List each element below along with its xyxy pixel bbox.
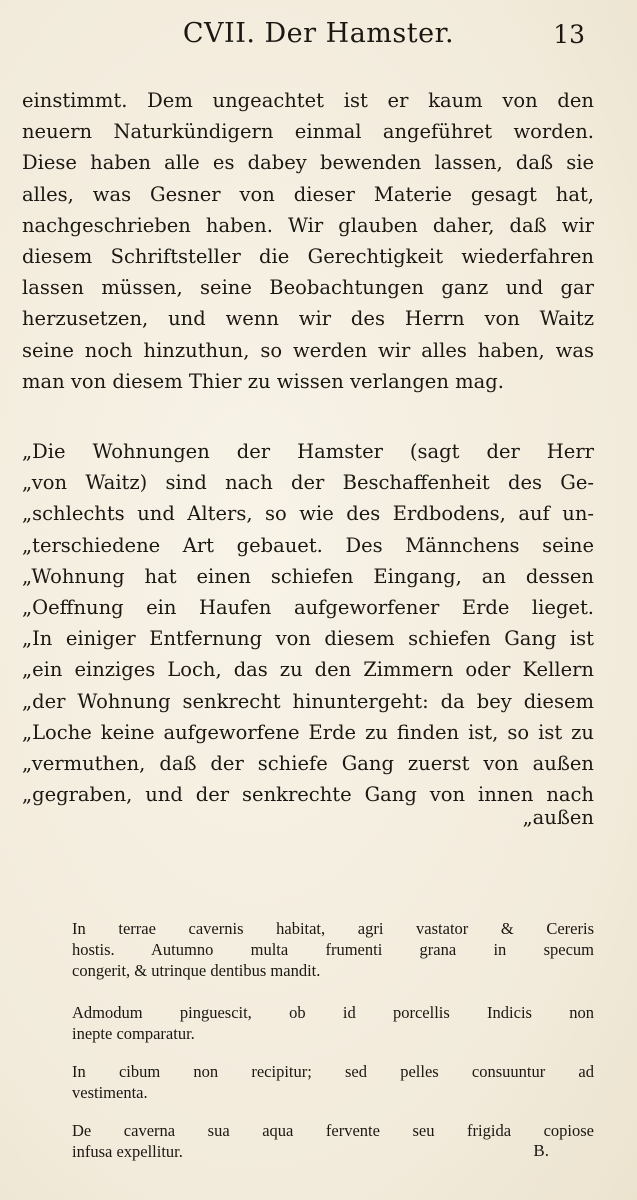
text-line: „der Wohnung senkrecht hinuntergeht: da bey diesem (22, 689, 594, 713)
footnote-line: vestimenta. (72, 1083, 148, 1102)
text-line: „schlechts und Alters, so wie des Erdbodens, auf un- (22, 502, 594, 526)
text-line: „Oeffnung ein Haufen aufgeworfener Erde lieget. (22, 595, 594, 619)
text-line: man von diesem Thier zu wissen verlangen mag. (22, 369, 504, 393)
catchword: „außen (522, 806, 594, 829)
footnote-2 (72, 1002, 594, 1044)
footnote-line: infusa expellitur. (72, 1142, 183, 1161)
footnote-line: inepte comparatur. (72, 1024, 195, 1043)
text-line: „In einiger Entfernung von diesem schiefen Gang ist (22, 627, 594, 651)
text-line: „ein einziges Loch, das zu den Zimmern oder Kellern (22, 658, 594, 682)
text-line: „Loche keine aufgeworfene Erde zu finden ist, so ist zu (22, 720, 594, 744)
text-line: „von Waitz) sind nach der Beschaffenheit des Ge- (22, 471, 594, 495)
page-number: 13 (553, 20, 585, 49)
text-line: „terschiedene Art gebauet. Des Männchens seine (22, 533, 594, 557)
footnote-1 (72, 918, 594, 981)
footnote-line: In terrae cavernis habitat, agri vastator & Cereris (72, 919, 594, 938)
text-line: neuern Naturkündigern einmal angeführet worden. (22, 120, 594, 144)
text-line: Diese haben alle es dabey bewenden lassen, daß sie (22, 151, 594, 175)
text-line: einstimmt. Dem ungeachtet ist er kaum von den (22, 89, 594, 112)
text-line: „Wohnung hat einen schiefen Eingang, an dessen (22, 564, 594, 588)
text-line: „gegraben, und der senkrechte Gang von innen nach (22, 783, 594, 807)
footnote-3 (72, 1061, 594, 1103)
footnote-line: Admodum pinguescit, ob id porcellis Indicis non (72, 1003, 594, 1022)
footnote-4 (72, 1120, 594, 1162)
paragraph-1 (22, 85, 594, 397)
running-header (0, 18, 637, 58)
running-title: CVII. Der Hamster. (182, 18, 455, 49)
paragraph-2-quotation (22, 436, 594, 810)
text-line: nachgeschrieben haben. Wir glauben daher, daß wir (22, 213, 594, 237)
footnote-line: In cibum non recipitur; sed pelles consuuntur ad (72, 1062, 594, 1081)
footnote-line: congerit, & utrinque dentibus mandit. (72, 961, 321, 980)
signature-mark: B. (533, 1141, 549, 1160)
text-line: „Die Wohnungen der Hamster (sagt der Herr (22, 440, 594, 463)
footnote-line: De caverna sua aqua fervente seu frigida copiose (72, 1121, 594, 1140)
text-line: alles, was Gesner von dieser Materie gesagt hat, (22, 182, 594, 206)
text-line: diesem Schriftsteller die Gerechtigkeit wiederfahren (22, 244, 594, 268)
text-line: seine noch hinzuthun, so werden wir alles haben, was (22, 338, 594, 362)
footnote-line: hostis. Autumno multa frumenti grana in specum (72, 940, 594, 959)
text-line: herzusetzen, und wenn wir des Herrn von Waitz (22, 307, 594, 331)
text-line: „vermuthen, daß der schiefe Gang zuerst von außen (22, 751, 594, 775)
text-line: lassen müssen, seine Beobachtungen ganz und gar (22, 276, 594, 300)
